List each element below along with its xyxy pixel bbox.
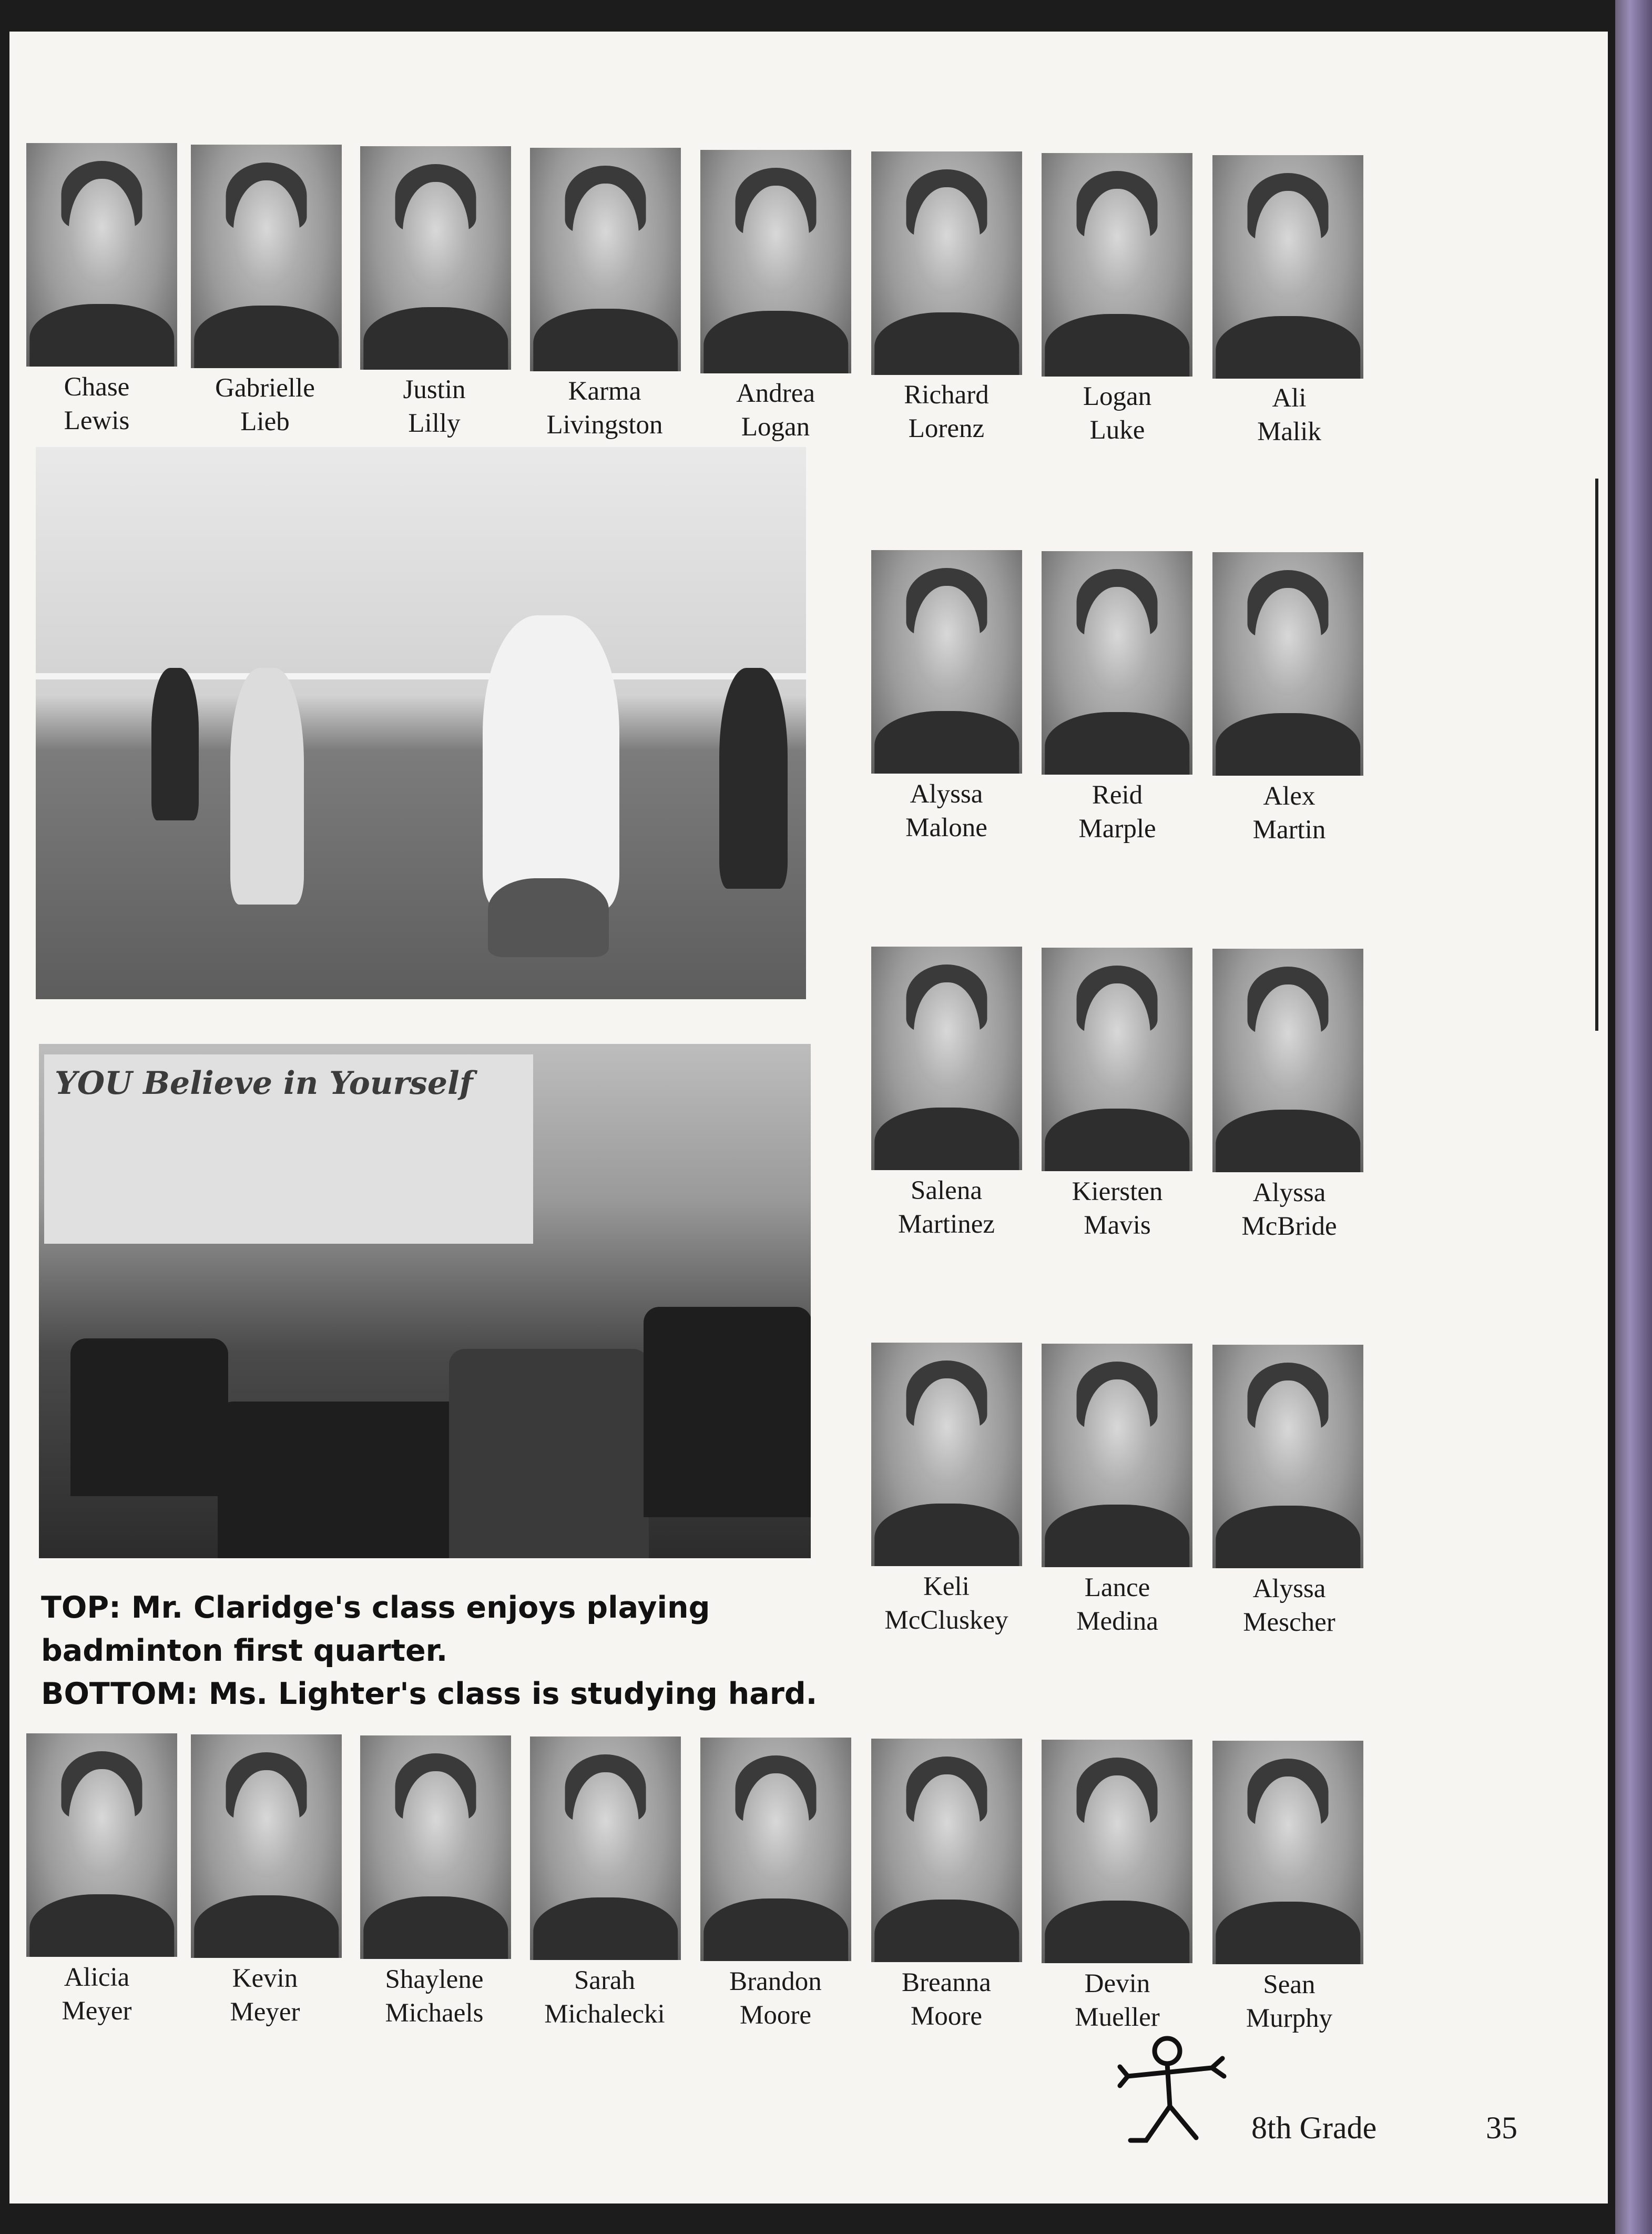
student-last-name: Lewis <box>64 406 130 435</box>
student-first-name: Kiersten <box>1072 1177 1163 1206</box>
student-last-name: Lilly <box>408 409 461 438</box>
student-portrait <box>871 1343 1022 1566</box>
caption-line: TOP: Mr. Claridge's class enjoys playing <box>41 1590 710 1625</box>
student-portrait <box>1042 1344 1192 1567</box>
student-first-name: Alyssa <box>910 779 983 809</box>
student-name <box>1038 778 1196 846</box>
student-portrait <box>26 1733 177 1957</box>
student-first-name: Logan <box>1083 382 1152 411</box>
student-name <box>1210 1968 1368 2035</box>
student-last-name: Meyer <box>62 1996 132 2026</box>
page-number: 35 <box>1486 2110 1517 2145</box>
student-name <box>868 378 1025 445</box>
student-first-name: Chase <box>64 372 130 402</box>
student-last-name: Logan <box>741 412 810 442</box>
student-name <box>1038 1967 1196 2034</box>
student-name <box>868 777 1025 845</box>
badminton-class-photo <box>36 447 806 999</box>
student-portrait <box>360 146 511 370</box>
student-last-name: Michaels <box>385 1998 484 2028</box>
student-last-name: Mavis <box>1084 1211 1151 1240</box>
student-first-name: Gabrielle <box>215 373 315 403</box>
student-portrait <box>1212 1345 1363 1568</box>
bulletin-board <box>44 1054 533 1244</box>
student-name <box>1210 1176 1368 1243</box>
student-name <box>355 1963 513 2030</box>
student-first-name: Ali <box>1272 383 1307 413</box>
student-last-name: Livingston <box>546 410 663 440</box>
student-portrait <box>191 1734 342 1958</box>
student-name <box>1038 380 1196 447</box>
student-portrait <box>1042 153 1192 377</box>
student-last-name: Mescher <box>1243 1608 1335 1637</box>
student-portrait <box>1042 1740 1192 1963</box>
student-last-name: Malik <box>1257 417 1321 446</box>
student-last-name: Lorenz <box>908 414 985 443</box>
student-first-name: Lance <box>1084 1573 1150 1602</box>
student-first-name: Sarah <box>574 1966 636 1995</box>
student-first-name: Richard <box>904 380 989 410</box>
student-last-name: Malone <box>905 813 987 842</box>
student-last-name: Martin <box>1252 815 1326 845</box>
caption-line: badminton first quarter. <box>41 1633 448 1668</box>
student-first-name: Justin <box>403 375 466 404</box>
student-name <box>1210 381 1368 449</box>
student-last-name: McCluskey <box>884 1606 1008 1635</box>
student-portrait <box>871 550 1022 774</box>
student-portrait <box>1212 155 1363 379</box>
student-portrait <box>530 1737 681 1960</box>
student-first-name: Devin <box>1084 1969 1150 1998</box>
student-portrait <box>871 947 1022 1170</box>
student-name <box>697 377 854 444</box>
student-first-name: Reid <box>1092 780 1143 810</box>
student-portrait <box>871 151 1022 375</box>
student-portrait <box>1212 552 1363 776</box>
caption-line: BOTTOM: Ms. Lighter's class is studying hard. <box>41 1677 818 1711</box>
student-first-name: Sean <box>1263 1970 1316 1999</box>
student-name <box>868 1174 1025 1241</box>
student-portrait <box>1042 551 1192 775</box>
student-last-name: Lieb <box>240 407 290 436</box>
student-first-name: Keli <box>923 1572 970 1601</box>
student-first-name: Alicia <box>64 1963 130 1992</box>
student-name <box>18 1961 176 2028</box>
student-last-name: Martinez <box>898 1210 995 1239</box>
student-portrait <box>1212 1741 1363 1964</box>
student-first-name: Karma <box>568 377 641 406</box>
student-name <box>868 1570 1025 1637</box>
student-name <box>355 373 513 440</box>
student-portrait <box>1042 948 1192 1171</box>
student-name <box>1038 1175 1196 1242</box>
student-portrait <box>26 143 177 367</box>
student-first-name: Shaylene <box>385 1965 484 1994</box>
student-name <box>186 1962 344 2029</box>
student-name <box>1210 779 1368 847</box>
student-name <box>526 1964 684 2031</box>
stick-figure-icon <box>1117 2035 1233 2151</box>
student-portrait <box>871 1739 1022 1962</box>
student-first-name: Salena <box>911 1176 982 1205</box>
student-last-name: McBride <box>1241 1212 1337 1241</box>
student-portrait <box>700 150 851 373</box>
student-last-name: Moore <box>911 2002 982 2031</box>
student-name <box>1210 1572 1368 1639</box>
student-first-name: Alex <box>1263 781 1316 811</box>
badminton-net <box>36 673 806 679</box>
student-last-name: Medina <box>1076 1607 1158 1636</box>
student-first-name: Breanna <box>902 1968 991 1997</box>
margin-rule <box>1595 479 1598 1031</box>
student-name <box>526 374 684 442</box>
student-portrait <box>530 148 681 371</box>
student-last-name: Meyer <box>230 1997 300 2027</box>
student-portrait <box>360 1735 511 1959</box>
student-first-name: Brandon <box>729 1967 822 1996</box>
section-label: 8th Grade <box>1251 2110 1377 2145</box>
student-last-name: Murphy <box>1246 2004 1333 2033</box>
student-portrait <box>191 145 342 368</box>
classroom-photo <box>39 1044 811 1558</box>
student-first-name: Kevin <box>232 1964 298 1993</box>
student-portrait <box>1212 949 1363 1172</box>
student-name <box>1038 1571 1196 1638</box>
student-last-name: Michalecki <box>544 1999 665 2029</box>
student-first-name: Alyssa <box>1252 1178 1326 1207</box>
student-name <box>697 1965 854 2032</box>
student-last-name: Mueller <box>1075 2003 1160 2032</box>
student-last-name: Moore <box>740 2001 811 2030</box>
student-name <box>868 1966 1025 2033</box>
student-first-name: Alyssa <box>1252 1574 1326 1603</box>
student-first-name: Andrea <box>736 379 815 408</box>
student-portrait <box>700 1738 851 1961</box>
photo-caption <box>41 1586 893 1715</box>
student-name <box>18 370 176 438</box>
student-last-name: Luke <box>1089 415 1145 445</box>
book-binding-edge <box>1615 0 1652 2234</box>
bulletin-board-banner: YOU Believe in Yourself <box>55 1065 473 1102</box>
student-last-name: Marple <box>1078 814 1156 844</box>
student-name <box>186 371 344 439</box>
